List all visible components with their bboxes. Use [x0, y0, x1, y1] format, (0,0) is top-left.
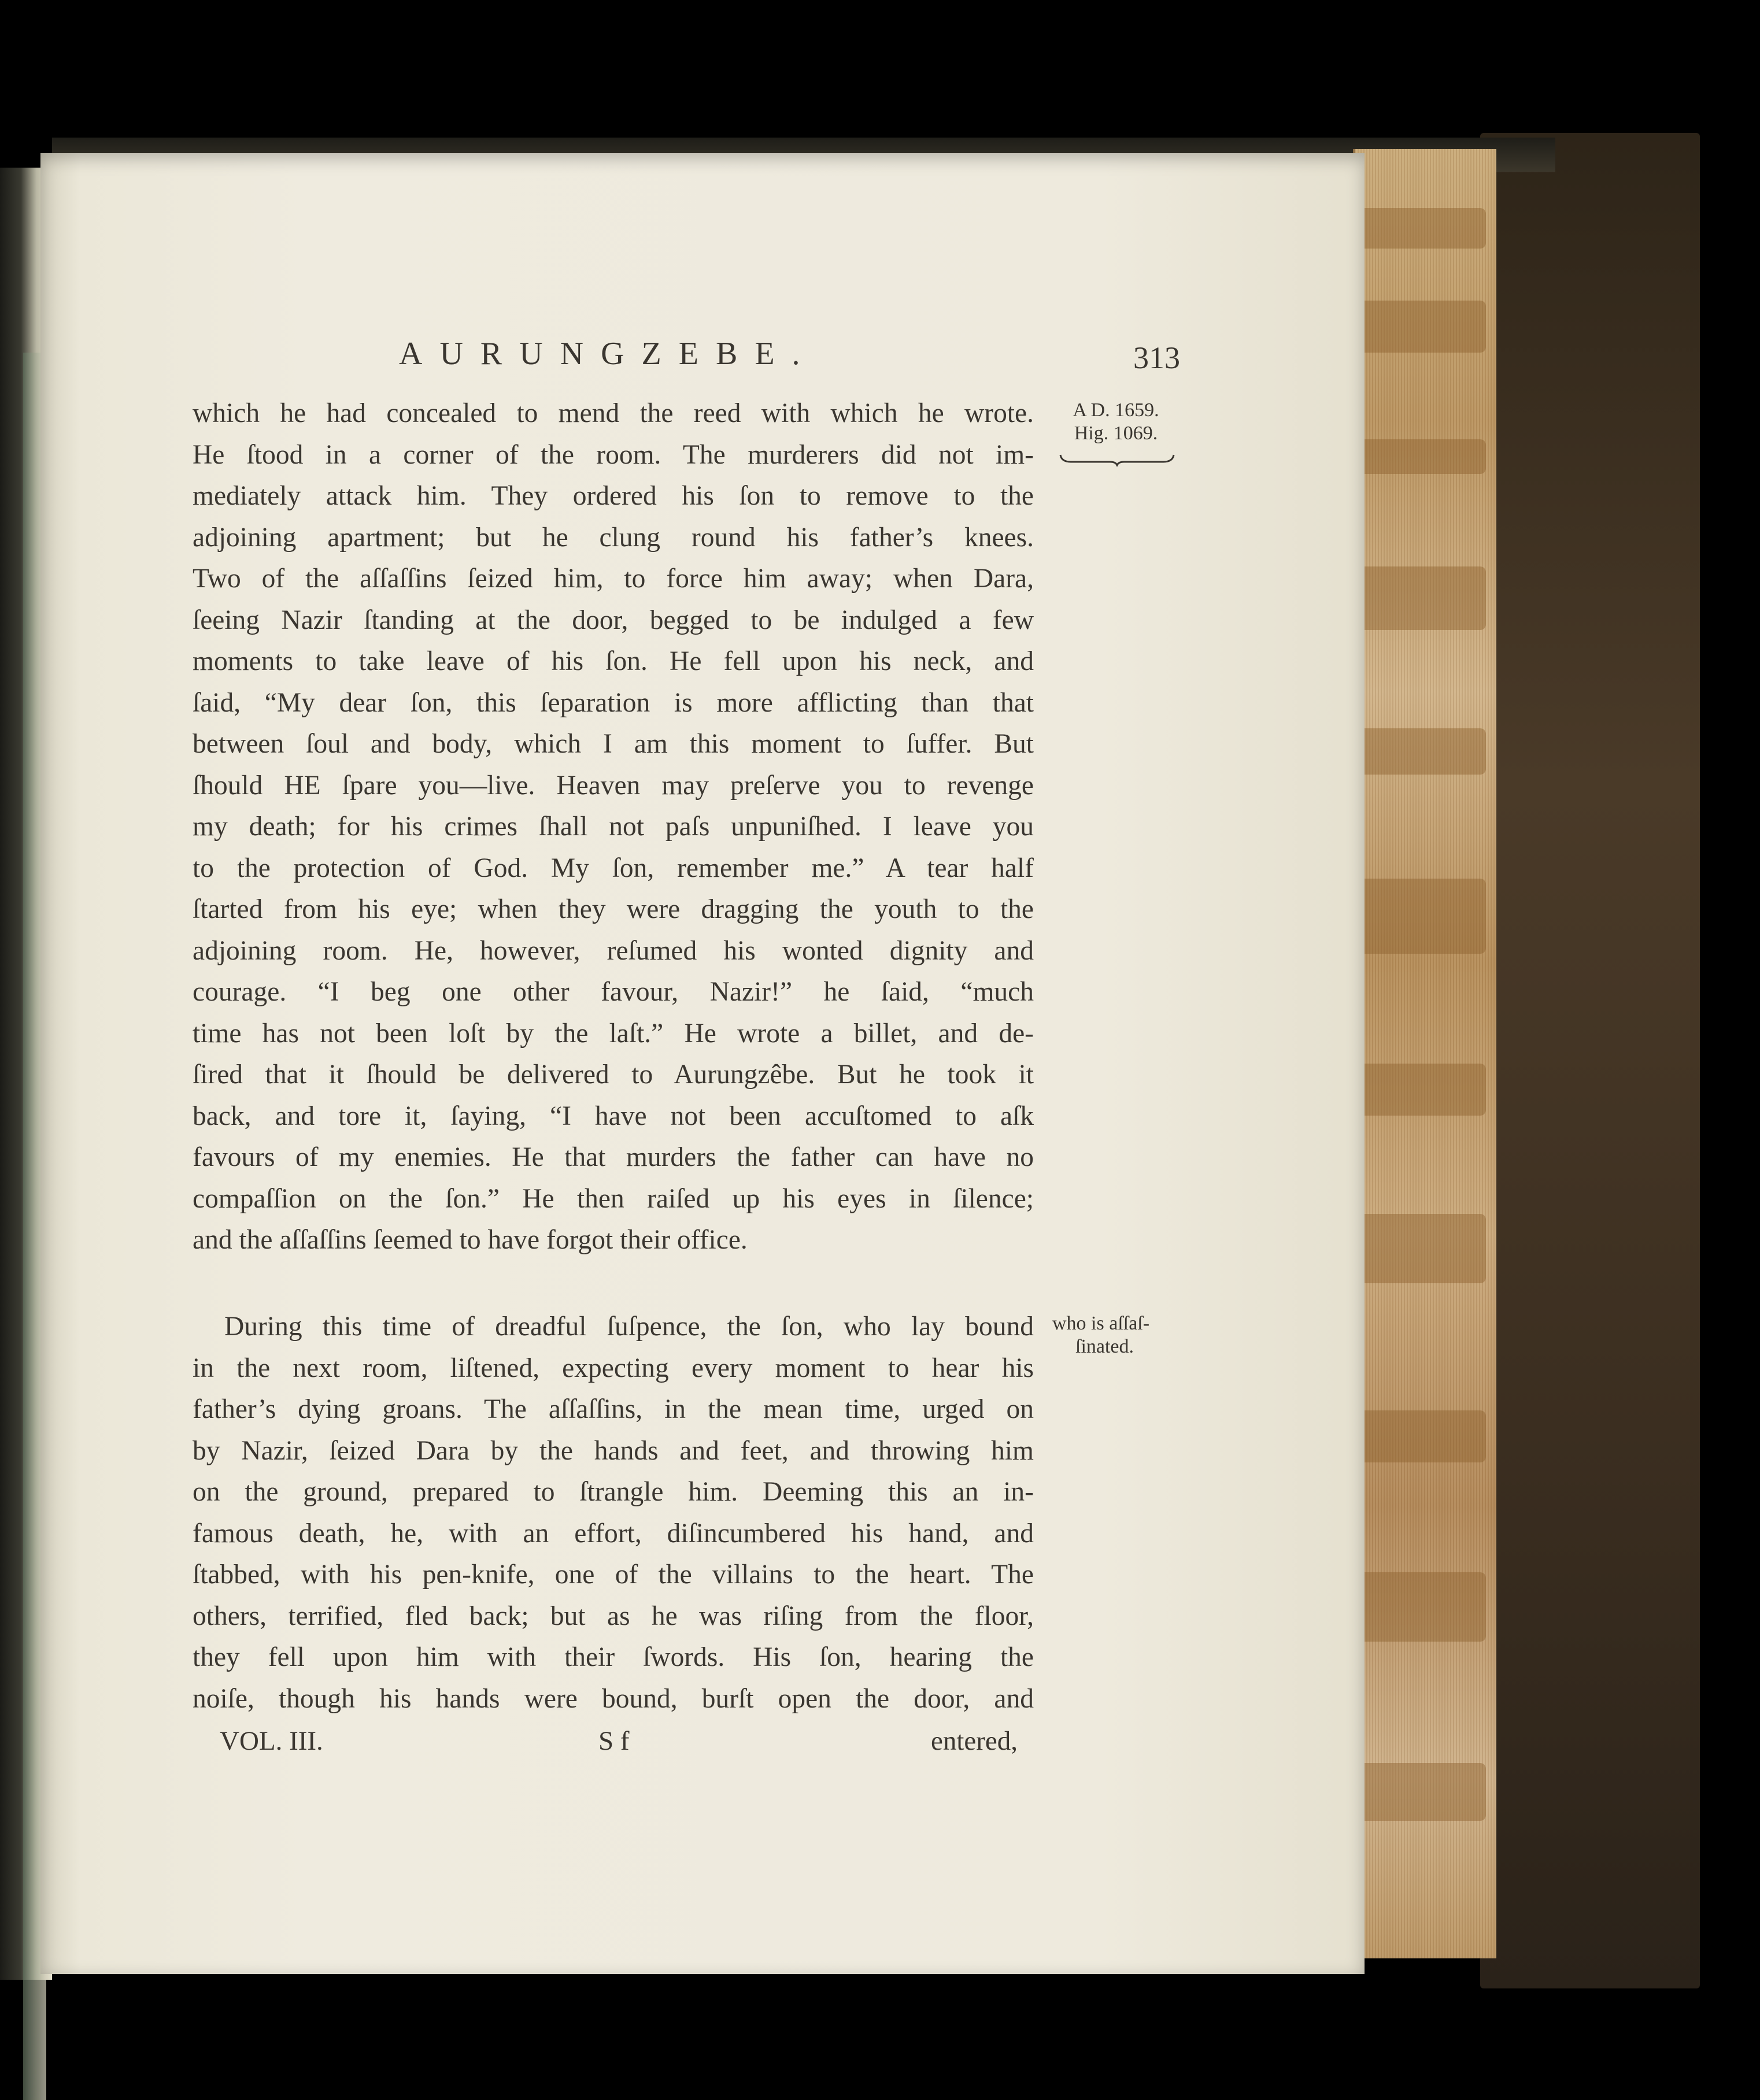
text-line: father’s dying groans. The aſſaſſins, in the mean time, urged on — [193, 1394, 1034, 1424]
text-line: moments to take leave of his ſon. He fell upon his neck, and — [193, 646, 1034, 676]
page-fore-edge — [1353, 149, 1496, 1958]
edge-stain — [1359, 1572, 1486, 1642]
page-number: 313 — [1133, 340, 1180, 375]
edge-stain — [1359, 301, 1486, 353]
edge-stain — [1359, 1214, 1486, 1283]
margin-note-date-hijri: Hig. 1069. — [1074, 423, 1158, 444]
text-line: During this time of dreadful ſuſpence, the ſon, who lay bound — [224, 1312, 1034, 1342]
footer-volume: VOL. III. — [220, 1726, 323, 1756]
text-line: adjoining room. He, however, reſumed his wonted dignity and — [193, 935, 1034, 966]
text-line: mediately attack him. They ordered his ſon to remove to the — [193, 481, 1034, 511]
text-line: ſtarted from his eye; when they were dragging the youth to the — [193, 894, 1034, 924]
edge-stain — [1359, 439, 1486, 474]
edge-stain — [1359, 1410, 1486, 1462]
text-line: adjoining apartment; but he clung round his father’s knees. — [193, 522, 1034, 553]
text-line: my death; for his crimes ſhall not paſs unpuniſhed. I leave you — [193, 812, 1034, 842]
text-line: between ſoul and body, which I am this moment to ſuffer. But — [193, 729, 1034, 759]
margin-note-assassinated-line-2: ſinated. — [1075, 1336, 1134, 1357]
paragraph-1 — [193, 393, 1034, 1261]
text-line: back, and tore it, ſaying, “I have not been accuſtomed to aſk — [193, 1101, 1034, 1131]
margin-note-date-ad: A D. 1659. — [1073, 399, 1159, 421]
edge-stain — [1359, 728, 1486, 775]
running-head: AURUNGZEBE. — [399, 336, 818, 372]
text-line: they fell upon him with their ſwords. His ſon, hearing the — [193, 1642, 1034, 1672]
text-line: ſired that it ſhould be delivered to Aurungzêbe. But he took it — [193, 1060, 1034, 1090]
text-line: others, terrified, fled back; but as he was riſing from the floor, — [193, 1601, 1034, 1631]
text-line: He ſtood in a corner of the room. The murderers did not im- — [193, 439, 1034, 470]
text-line: ſaid, “My dear ſon, this ſeparation is more afflicting than that — [193, 687, 1034, 718]
text-line: on the ground, prepared to ſtrangle him. Deeming this an in- — [193, 1477, 1034, 1507]
margin-note-assassinated-line-1: who is aſſaſ- — [1052, 1313, 1150, 1334]
text-line: Two of the aſſaſſins ſeized him, to force him away; when Dara, — [193, 564, 1034, 594]
text-line: in the next room, liſtened, expecting every moment to hear his — [193, 1353, 1034, 1383]
text-line: ſhould HE ſpare you—live. Heaven may preſerve you to revenge — [193, 770, 1034, 801]
text-line: favours of my enemies. He that murders the father can have no — [193, 1142, 1034, 1172]
text-line: famous death, he, with an effort, diſincumbered his hand, and — [193, 1518, 1034, 1549]
text-line: which he had concealed to mend the reed with which he wrote. — [193, 398, 1034, 428]
text-line: ſtabbed, with his pen-knife, one of the villains to the heart. The — [193, 1560, 1034, 1590]
text-line: and the aſſaſſins ſeemed to have forgot their office. — [193, 1225, 748, 1255]
edge-stain — [1359, 566, 1486, 630]
text-line: to the protection of God. My ſon, remember me.” A tear half — [193, 853, 1034, 883]
text-line: time has not been loſt by the laſt.” He wrote a billet, and de- — [193, 1018, 1034, 1049]
text-line: compaſſion on the ſon.” He then raiſed up his eyes in ſilence; — [193, 1183, 1034, 1214]
margin-brace — [1059, 453, 1175, 466]
edge-stain — [1359, 208, 1486, 249]
edge-stain — [1359, 879, 1486, 954]
text-line: ſeeing Nazir ſtanding at the door, begged to be indulged a few — [193, 605, 1034, 635]
edge-stain — [1359, 1064, 1486, 1116]
footer-catchword: entered, — [931, 1726, 1018, 1756]
text-line: noiſe, though his hands were bound, burſt open the door, and — [193, 1683, 1034, 1714]
margin-note-assassinated — [1052, 1312, 1174, 1358]
edge-stain — [1359, 1763, 1486, 1821]
book-cover — [1480, 133, 1700, 1988]
footer-signature: S f — [598, 1726, 630, 1756]
paragraph-2 — [193, 1306, 1034, 1720]
text-line: by Nazir, ſeized Dara by the hands and feet, and throwing him — [193, 1435, 1034, 1466]
margin-note-date — [1049, 399, 1182, 445]
text-line: courage. “I beg one other favour, Nazir!” he ſaid, “much — [193, 977, 1034, 1007]
